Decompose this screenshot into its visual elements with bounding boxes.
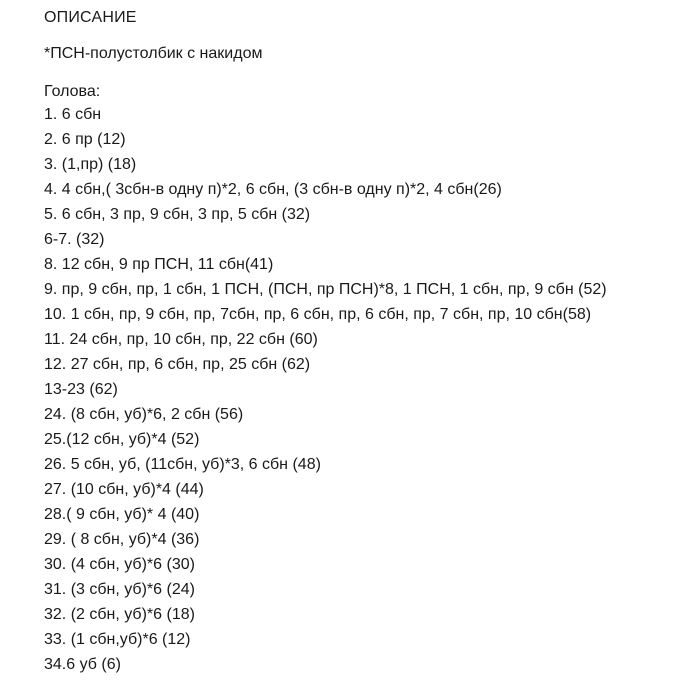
pattern-row: 26. 5 сбн, уб, (11сбн, уб)*3, 6 сбн (48) [44,456,321,473]
pattern-row: 2. 6 пр (12) [44,131,126,148]
row-list [44,102,674,677]
pattern-row: 9. пр, 9 сбн, пр, 1 сбн, 1 ПСН, (ПСН, пр ПСН)*8, 1 ПСН, 1 сбн, пр, 9 сбн (52) [44,281,607,298]
abbreviation-note: *ПСН-полустолбик с накидом [44,45,263,62]
pattern-row: 5. 6 сбн, 3 пр, 9 сбн, 3 пр, 5 сбн (32) [44,206,311,223]
pattern-document [44,8,674,677]
pattern-row: 24. (8 сбн, уб)*6, 2 сбн (56) [44,406,244,423]
pattern-row: 31. (3 сбн, уб)*6 (24) [44,581,195,598]
section-title: Голова: [44,83,101,100]
pattern-row: 28.( 9 сбн, уб)* 4 (40) [44,506,200,523]
pattern-row: 32. (2 сбн, уб)*6 (18) [44,606,195,623]
pattern-row: 25.(12 сбн, уб)*4 (52) [44,431,200,448]
pattern-row: 13-23 (62) [44,381,118,398]
pattern-row: 3. (1,пр) (18) [44,156,137,173]
pattern-row: 11. 24 сбн, пр, 10 сбн, пр, 22 сбн (60) [44,331,318,348]
pattern-row: 27. (10 сбн, уб)*4 (44) [44,481,204,498]
pattern-row: 1. 6 сбн [44,106,102,123]
pattern-row: 6-7. (32) [44,231,105,248]
pattern-row: 33. (1 сбн,уб)*6 (12) [44,631,191,648]
pattern-row: 8. 12 сбн, 9 пр ПСН, 11 сбн(41) [44,256,274,273]
pattern-row: 30. (4 сбн, уб)*6 (30) [44,556,195,573]
pattern-row: 12. 27 сбн, пр, 6 сбн, пр, 25 сбн (62) [44,356,311,373]
pattern-row: 10. 1 сбн, пр, 9 сбн, пр, 7сбн, пр, 6 сбн, пр, 6 сбн, пр, 7 сбн, пр, 10 сбн(58) [44,306,592,323]
document-title: ОПИСАНИЕ [44,9,137,26]
pattern-row: 4. 4 сбн,( 3сбн-в одну п)*2, 6 сбн, (3 сбн-в одну п)*2, 4 сбн(26) [44,181,502,198]
pattern-row: 34.6 уб (6) [44,656,121,673]
pattern-row: 29. ( 8 сбн, уб)*4 (36) [44,531,200,548]
